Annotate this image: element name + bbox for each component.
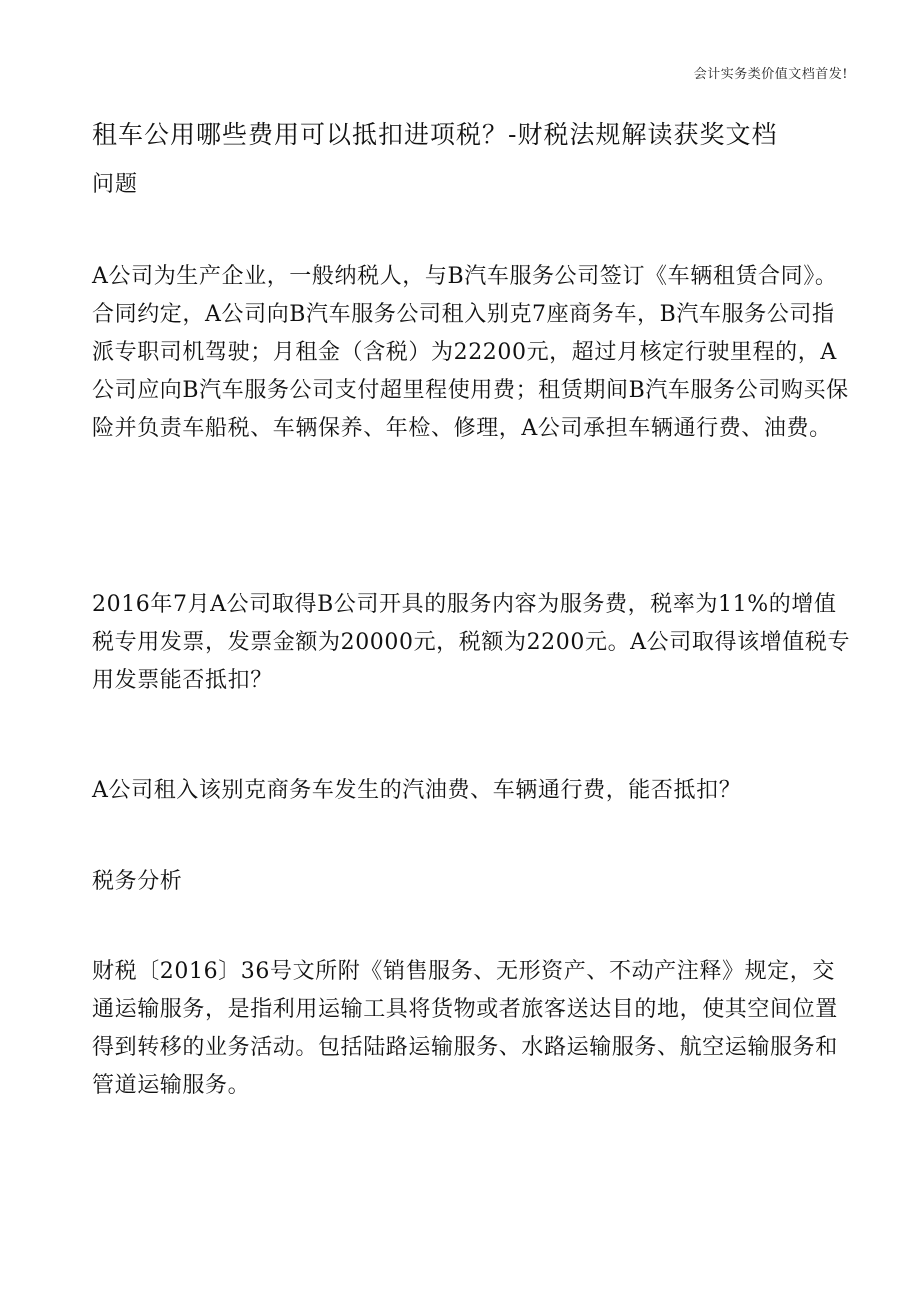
paragraph-fuel-toll-question: A公司租入该别克商务车发生的汽油费、车辆通行费，能否抵扣？ bbox=[92, 778, 742, 803]
header-note: 会计实务类价值文档首发! bbox=[693, 67, 848, 82]
paragraph-invoice-question: 2016年7月A公司取得B公司开具的服务内容为服务费，税率为11%的增值税专用发票，发票金额为20000元，税额为2200元。A公司取得该增值税专用发票能否抵扣？ bbox=[92, 592, 851, 693]
paragraph-case-description: A公司为生产企业，一般纳税人，与B汽车服务公司签订《车辆租赁合同》。合同约定，A公司向B汽车服务公司租入别克7座商务车，B汽车服务公司指派专职司机驾驶；月租金（含税）为22200元，超过月核定行驶里程的，A公司应向B汽车服务公司支付超里程使用费；租赁期间B汽车服务公司购买保险并负责车船税、车辆保养、年检、修理，A公司承担车辆通行费、油费。 bbox=[92, 264, 849, 441]
document-title: 租车公用哪些费用可以抵扣进项税？-财税法规解读获奖文档 bbox=[92, 120, 778, 149]
section-tax-analysis-label: 税务分析 bbox=[92, 869, 183, 894]
paragraph-regulation-analysis: 财税〔2016〕36号文所附《销售服务、无形资产、不动产注释》规定，交通运输服务，是指利用运输工具将货物或者旅客送达目的地，使其空间位置得到转移的业务活动。包括陆路运输服务、水路运输服务、航空运输服务和管道运输服务。 bbox=[92, 959, 838, 1098]
section-question-label: 问题 bbox=[92, 172, 139, 197]
